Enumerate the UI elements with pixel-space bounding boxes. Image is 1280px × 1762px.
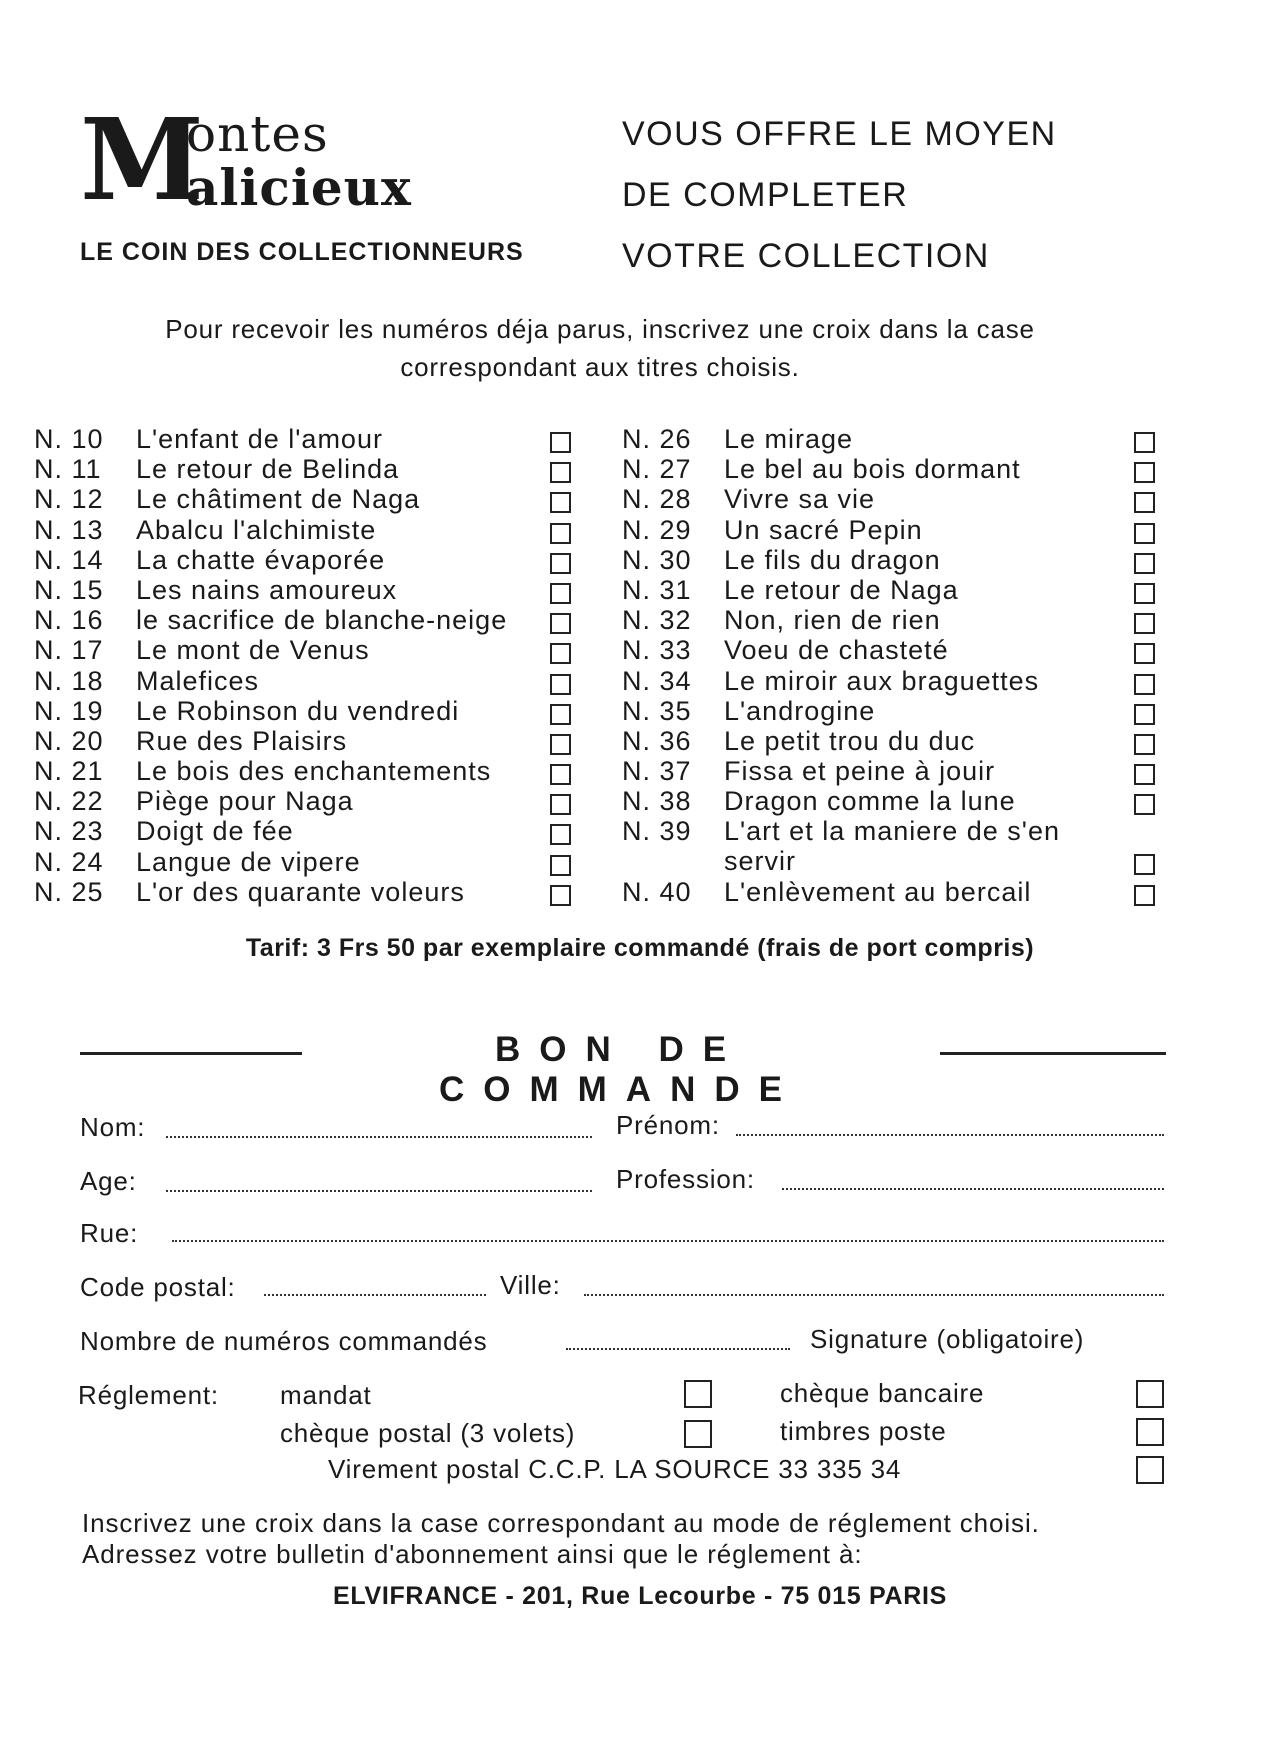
prenom-label: Prénom: (616, 1110, 720, 1140)
rue-label: Rue: (80, 1218, 139, 1248)
issue-checkbox[interactable] (1134, 462, 1155, 483)
issue-number: N. 15 (34, 574, 104, 605)
issue-number: N. 22 (34, 786, 104, 817)
offer-line: VOTRE COLLECTION (622, 237, 990, 275)
issue-title: Le bois des enchantements (136, 756, 492, 787)
issue-checkbox[interactable] (550, 432, 571, 453)
issue-row (34, 575, 582, 605)
issue-number: N. 18 (34, 665, 104, 696)
issue-title: La chatte évaporée (136, 544, 386, 575)
issue-row (622, 726, 1162, 756)
issue-title: L'art et la maniere de s'en servir (724, 816, 1060, 877)
issue-checkbox[interactable] (550, 492, 571, 513)
issue-number: N. 24 (34, 846, 104, 877)
quantity-field[interactable] (566, 1348, 790, 1350)
issue-checkbox[interactable] (1134, 613, 1155, 634)
issue-number: N. 14 (34, 544, 104, 575)
divider-right (940, 1052, 1166, 1055)
issue-number: N. 25 (34, 876, 104, 907)
issue-title: Piège pour Naga (136, 786, 354, 817)
issue-checkbox[interactable] (1134, 523, 1155, 544)
issue-row (622, 635, 1162, 665)
issue-number: N. 17 (34, 635, 104, 666)
issue-row (34, 786, 582, 816)
issue-title: Dragon comme la lune (724, 786, 1016, 817)
issue-number: N. 11 (34, 454, 102, 485)
issue-title: Le châtiment de Naga (136, 484, 421, 515)
payment-option-timbres: timbres poste (780, 1416, 947, 1446)
issue-checkbox[interactable] (1134, 794, 1155, 815)
issue-number: N. 13 (34, 514, 104, 545)
issue-checkbox[interactable] (550, 885, 571, 906)
issue-title: Le mont de Venus (136, 635, 370, 666)
issue-checkbox[interactable] (550, 855, 571, 876)
issue-checkbox[interactable] (550, 553, 571, 574)
issue-row (622, 454, 1162, 484)
issue-title: Malefices (136, 665, 260, 696)
prenom-field[interactable] (736, 1134, 1164, 1136)
issue-number: N. 39 (622, 816, 692, 847)
timbres-checkbox[interactable] (1136, 1418, 1164, 1446)
profession-label: Profession: (616, 1164, 755, 1194)
offer-line: DE COMPLETER (622, 176, 909, 214)
issue-checkbox[interactable] (550, 734, 571, 755)
issue-row (34, 816, 582, 846)
logo-initial: M (80, 95, 204, 226)
issue-title: Doigt de fée (136, 816, 294, 847)
issue-number: N. 34 (622, 665, 692, 696)
issue-title: le sacrifice de blanche-neige (136, 605, 508, 636)
collectors-corner-heading: LE COIN DES COLLECTIONNEURS (80, 238, 524, 266)
issue-number: N. 12 (34, 484, 104, 515)
payment-label: Réglement: (78, 1380, 219, 1410)
issue-number: N. 33 (622, 635, 692, 666)
issue-row (622, 605, 1162, 635)
issue-title: Le miroir aux braguettes (724, 665, 1040, 696)
issue-row (622, 696, 1162, 726)
issue-checkbox[interactable] (1134, 492, 1155, 513)
issue-number: N. 20 (34, 725, 104, 756)
issue-row (622, 575, 1162, 605)
nom-label: Nom: (80, 1112, 146, 1142)
issue-title: Non, rien de rien (724, 605, 941, 636)
issue-title: Le Robinson du vendredi (136, 695, 460, 726)
issue-row (34, 454, 582, 484)
issue-checkbox[interactable] (550, 764, 571, 785)
nom-field[interactable] (166, 1136, 592, 1138)
issue-number: N. 16 (34, 605, 104, 636)
issue-title: L'enlèvement au bercail (724, 876, 1032, 907)
cheque-postal-checkbox[interactable] (684, 1420, 712, 1448)
cheque-bancaire-checkbox[interactable] (1136, 1380, 1164, 1408)
logo (80, 95, 412, 226)
issue-row (34, 424, 582, 454)
issue-number: N. 10 (34, 424, 104, 454)
issue-number: N. 35 (622, 695, 692, 726)
issue-number: N. 37 (622, 756, 692, 787)
issue-title: Un sacré Pepin (724, 514, 923, 545)
divider-left (80, 1052, 302, 1055)
issue-title: Abalcu l'alchimiste (136, 514, 377, 545)
issue-checkbox[interactable] (550, 583, 571, 604)
issue-checkbox[interactable] (1134, 885, 1155, 906)
issue-checkbox[interactable] (1134, 583, 1155, 604)
age-field[interactable] (166, 1190, 592, 1192)
issue-row (622, 484, 1162, 514)
signature-label: Signature (obligatoire) (810, 1324, 1085, 1354)
ville-field[interactable] (584, 1294, 1164, 1296)
issue-number: N. 29 (622, 514, 692, 545)
issue-checkbox[interactable] (550, 613, 571, 634)
issue-number: N. 23 (34, 816, 104, 847)
issue-checkbox[interactable] (1134, 674, 1155, 695)
instruction-line: Adressez votre bulletin d'abonnement ainsi que le réglement à: (82, 1539, 863, 1569)
issue-checkbox[interactable] (1134, 643, 1155, 664)
issue-row (622, 756, 1162, 786)
issue-number: N. 26 (622, 424, 692, 454)
issue-title: Le bel au bois dormant (724, 454, 1021, 485)
profession-field[interactable] (782, 1188, 1164, 1190)
issue-title: L'androgine (724, 695, 876, 726)
mailing-address: ELVIFRANCE - 201, Rue Lecourbe - 75 015 PARIS (332, 1582, 948, 1610)
issue-number: N. 36 (622, 725, 692, 756)
issue-row (34, 635, 582, 665)
issue-row (34, 545, 582, 575)
issue-row (34, 515, 582, 545)
issue-title: Langue de vipere (136, 846, 361, 877)
intro-text: Pour recevoir les numéros déja parus, inscrivez une croix dans la case correspondant aux titres choisis. (165, 314, 1035, 382)
issue-title: L'enfant de l'amour (136, 424, 383, 454)
issue-row (622, 666, 1162, 696)
payment-option-virement: Virement postal C.C.P. LA SOURCE 33 335 34 (328, 1454, 902, 1484)
issue-checkbox[interactable] (550, 643, 571, 664)
issue-title: Voeu de chasteté (724, 635, 949, 666)
issue-list-left (34, 424, 582, 907)
instruction-line: Inscrivez une croix dans la case correspondant au mode de réglement choisi. (82, 1508, 1040, 1538)
issue-row (622, 816, 1162, 876)
issue-checkbox[interactable] (550, 824, 571, 845)
payment-option-mandat: mandat (280, 1380, 372, 1410)
issue-row (34, 605, 582, 635)
issue-checkbox[interactable] (550, 704, 571, 725)
issue-title: L'or des quarante voleurs (136, 876, 465, 907)
issue-title: Le mirage (724, 424, 854, 454)
issue-checkbox[interactable] (1134, 764, 1155, 785)
offer-heading (622, 104, 1057, 287)
issue-title: Les nains amoureux (136, 574, 398, 605)
issue-checkbox[interactable] (1134, 734, 1155, 755)
issue-checkbox[interactable] (1134, 432, 1155, 453)
virement-checkbox[interactable] (1136, 1456, 1164, 1484)
issue-number: N. 38 (622, 786, 692, 817)
issue-number: N. 32 (622, 605, 692, 636)
order-form-title: BON DE COMMANDE (439, 1030, 801, 1109)
logo-line2: alicieux (186, 158, 412, 217)
logo-line1: ontes (186, 105, 329, 163)
issue-number: N. 30 (622, 544, 692, 575)
issue-row (622, 877, 1162, 907)
issue-row (622, 786, 1162, 816)
issue-list-right (622, 424, 1162, 907)
payment-option-cheque-bancaire: chèque bancaire (780, 1378, 985, 1408)
issue-number: N. 40 (622, 876, 692, 907)
payment-option-cheque-postal: chèque postal (3 volets) (280, 1418, 576, 1448)
issue-number: N. 21 (34, 756, 104, 787)
issue-row (34, 666, 582, 696)
issue-title: Le retour de Naga (724, 574, 959, 605)
issue-row (34, 756, 582, 786)
issue-title: Le petit trou du duc (724, 725, 976, 756)
issue-title: Le fils du dragon (724, 544, 941, 575)
code-postal-label: Code postal: (80, 1272, 236, 1302)
offer-line: VOUS OFFRE LE MOYEN (622, 115, 1057, 153)
issue-row (622, 545, 1162, 575)
price-line: Tarif: 3 Frs 50 par exemplaire commandé (frais de port compris) (245, 934, 1035, 962)
issue-number: N. 28 (622, 484, 692, 515)
code-postal-field[interactable] (264, 1294, 486, 1296)
issue-title: Fissa et peine à jouir (724, 756, 996, 787)
issue-row (34, 696, 582, 726)
issue-checkbox[interactable] (1134, 854, 1155, 875)
issue-row (34, 726, 582, 756)
issue-checkbox[interactable] (550, 674, 571, 695)
issue-row (622, 424, 1162, 454)
issue-checkbox[interactable] (550, 462, 571, 483)
issue-row (622, 515, 1162, 545)
issue-title: Rue des Plaisirs (136, 725, 348, 756)
issue-checkbox[interactable] (1134, 553, 1155, 574)
issue-checkbox[interactable] (550, 794, 571, 815)
issue-checkbox[interactable] (550, 523, 571, 544)
issue-row (34, 847, 582, 877)
quantity-label: Nombre de numéros commandés (80, 1326, 488, 1356)
issue-number: N. 27 (622, 454, 692, 485)
issue-number: N. 31 (622, 574, 692, 605)
age-label: Age: (80, 1166, 137, 1196)
issue-checkbox[interactable] (1134, 704, 1155, 725)
issue-number: N. 19 (34, 695, 104, 726)
issue-title: Vivre sa vie (724, 484, 876, 515)
mandat-checkbox[interactable] (684, 1380, 712, 1408)
ville-label: Ville: (500, 1270, 561, 1300)
issue-title: Le retour de Belinda (136, 454, 400, 485)
issue-row (34, 484, 582, 514)
issue-row (34, 877, 582, 907)
instructions (82, 1508, 1182, 1570)
rue-field[interactable] (172, 1240, 1164, 1242)
